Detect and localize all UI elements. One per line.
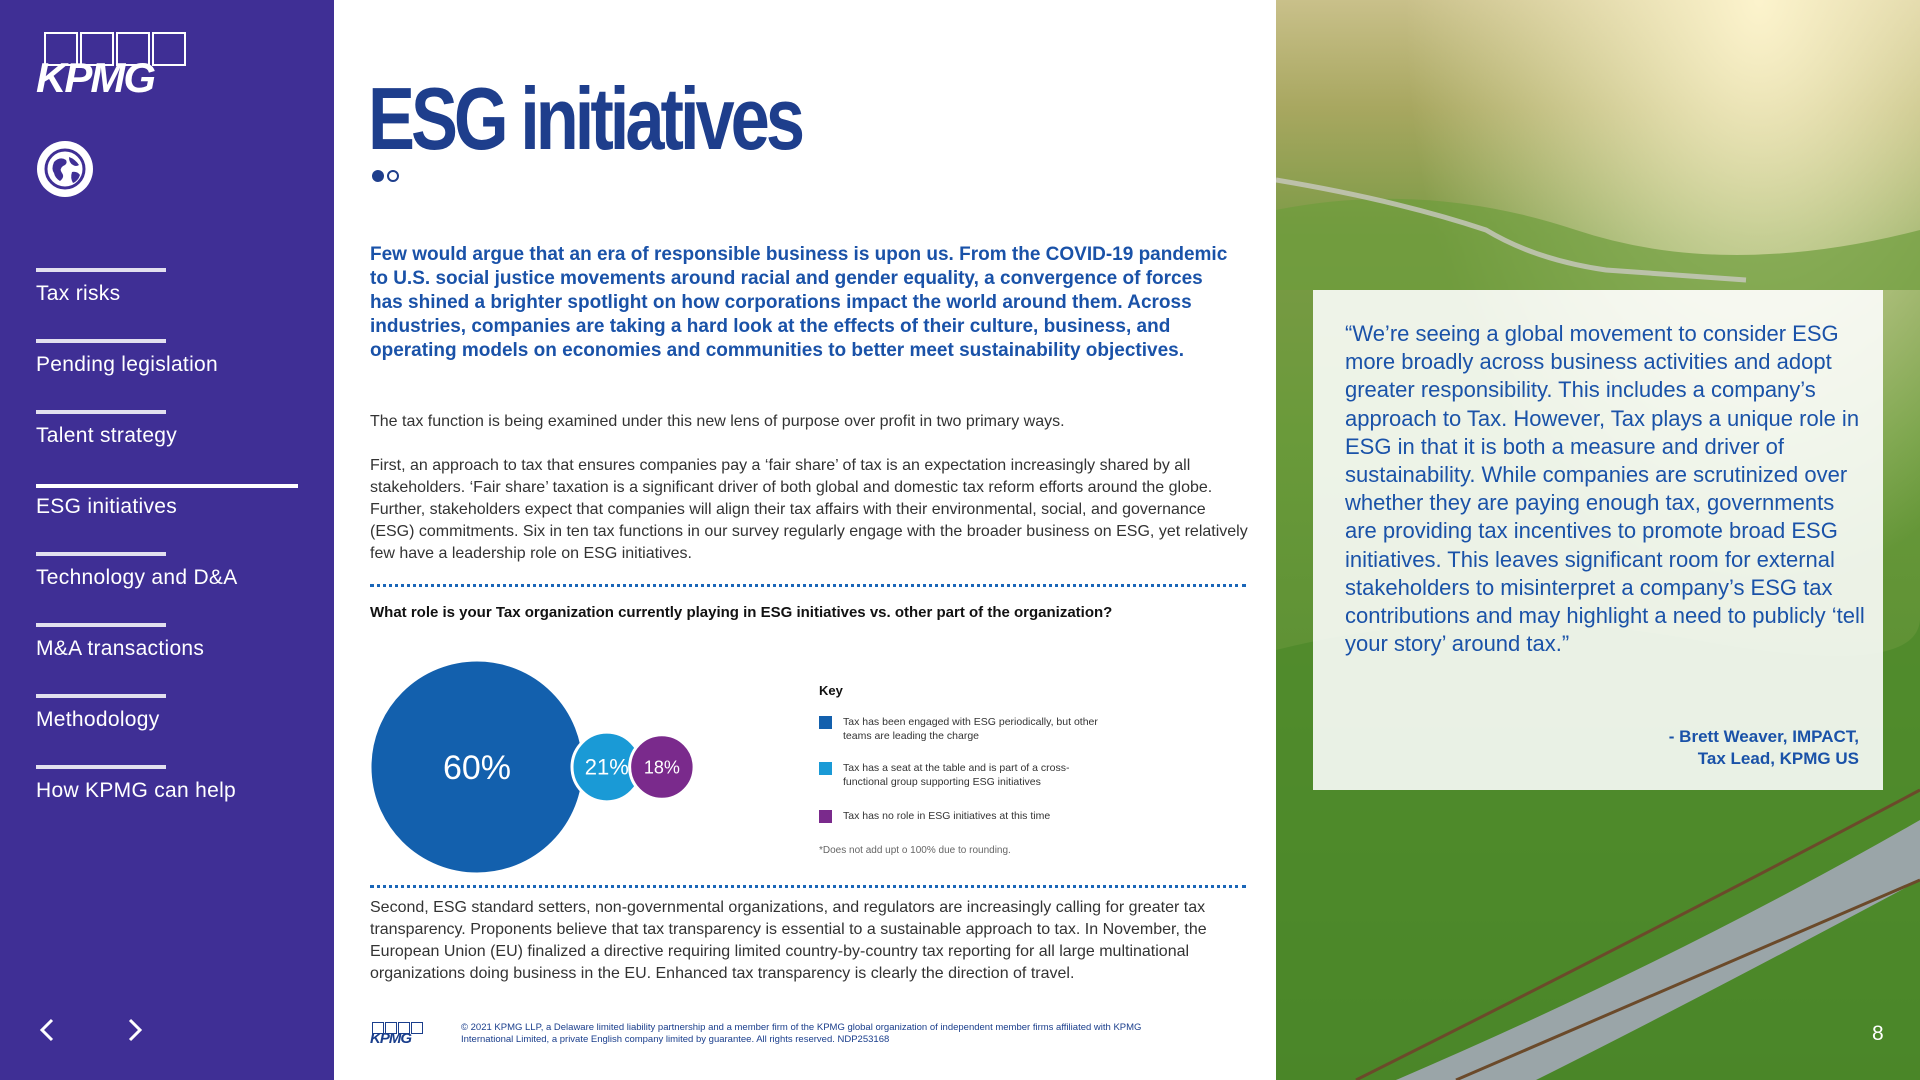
bubble-label-2: 21% [584,754,629,780]
key-title: Key [819,683,843,698]
quote-text: “We’re seeing a global movement to consider ESG more broadly across business activities and adopt greater responsibility. This includes a company’s approach to Tax. However, Tax plays a unique role in ESG in that it is both a measure and driver of sustainability. While companies are scrutinized over whether they are paying enough tax, governments are providing tax incentives to promote broad ESG initiatives. This leaves significant room for external stakeholders to misinterpret a company’s ESG tax contributions and may highlight a need to publicly ‘tell your story’ around tax.” [1345,321,1865,657]
nav-divider [36,339,166,343]
key-label: Tax has a seat at the table and is part of a cross-functional group supporting ESG initiatives [843,762,1070,788]
bubble-label-3: 18% [643,757,680,778]
main-content [334,0,1276,1080]
nav-divider [36,268,166,272]
key-swatch [819,810,832,823]
sidebar-item-label: How KPMG can help [36,779,237,802]
page-navigation [34,1014,144,1046]
body-paragraph-3: Second, ESG standard setters, non-governmental organizations, and regulators are increasingly calling for greater tax transparency. Proponents believe that tax transparency is essential to a sustainable approach to tax. In November, the European Union (EU) finalized a directive requiring limited country-by-country tax reporting for all large multinational organizations doing business in the EU. Enhanced tax transparency is clearly the direction of travel. [370,899,1207,982]
key-label: Tax has no role in ESG initiatives at this time [843,810,1051,822]
chevron-right-icon[interactable] [120,1014,148,1046]
body-paragraph-1: The tax function is being examined under this new lens of purpose over profit in two primary ways. [370,413,1065,430]
sidebar-item-label: Tax risks [36,282,121,305]
sidebar-item-label: Talent strategy [36,424,178,447]
quote-author [1669,726,1859,770]
sidebar-item-label: Technology and D&A [36,566,238,589]
sidebar [0,0,334,1080]
sidebar-item-ma-transactions[interactable] [36,623,298,694]
dotted-divider [370,885,1246,888]
nav-divider [36,410,166,414]
nav-divider [36,765,166,769]
footer [370,1020,1250,1050]
page-title: ESG initiatives [368,69,801,168]
sidebar-item-pending-legislation[interactable] [36,339,298,410]
footer-logo-text: KPMG [370,1030,411,1047]
quote-author-line-1: - Brett Weaver, IMPACT, [1668,727,1859,746]
dotted-divider [370,584,1246,587]
nav-divider [36,623,166,627]
active-item-underline [36,484,298,488]
key-swatch [819,716,832,729]
bubble-label-1: 60% [442,748,512,787]
dot-filled [372,170,384,182]
page-number: 8 [1872,1022,1884,1045]
nav-divider [36,552,166,556]
sidebar-item-label: M&A transactions [36,637,205,660]
sidebar-item-label: ESG initiatives [36,495,178,518]
sidebar-item-how-kpmg-can-help[interactable] [36,765,298,836]
sidebar-item-label: Methodology [36,708,160,731]
dot-outline [387,170,399,182]
sidebar-nav [36,268,298,836]
quote-author-line-2: Tax Lead, KPMG US [1697,749,1859,768]
globe-icon[interactable] [36,140,94,198]
page-indicator-dots [372,170,399,182]
sidebar-item-methodology[interactable] [36,694,298,765]
logo-text: KPMG [36,54,154,101]
nav-divider [36,694,166,698]
sidebar-item-technology[interactable] [36,552,298,623]
footer-kpmg-logo [370,1022,426,1046]
kpmg-logo[interactable] [36,32,184,101]
chart-title: What role is your Tax organization currently playing in ESG initiatives vs. other part of the organization? [370,604,1113,621]
key-swatch [819,762,832,775]
body-paragraph-2: First, an approach to tax that ensures companies pay a ‘fair share’ of tax is an expectation increasingly shared by all stakeholders. ‘Fair share’ taxation is a significant driver of both global and domestic tax reform efforts around the globe. Further, stakeholders expect that companies will align their tax affairs with their environmental, social, and governance (ESG) commitments. Six in ten tax functions in our survey regularly engage with the broader business on ESG, yet relatively few have a leadership role on ESG initiatives. [370,457,1248,562]
copyright-text: © 2021 KPMG LLP, a Delaware limited liability partnership and a member firm of the KPMG global organization of independent member firms affiliated with KPMG International Limited, a private English company limited by guarantee. All rights reserved. NDP253168 [461,1022,1142,1045]
intro-paragraph: Few would argue that an era of responsible business is upon us. From the COVID-19 pandemic to U.S. social justice movements around racial and gender equality, a convergence of forces has shined a brighter spotlight on how corporations impact the world around them. Across industries, companies are taking a hard look at the effects of their culture, business, and operating models on economies and communities to better meet sustainability objectives. [370,244,1228,361]
bubble-chart [370,660,750,874]
chart-footnote: *Does not add upt o 100% due to rounding. [819,845,1011,856]
sidebar-item-label: Pending legislation [36,353,218,376]
sidebar-item-esg-initiatives[interactable] [36,481,298,552]
quote-card [1313,290,1883,790]
chevron-left-icon[interactable] [34,1014,62,1046]
sidebar-item-tax-risks[interactable] [36,268,298,339]
sidebar-item-talent-strategy[interactable] [36,410,298,481]
key-label: Tax has been engaged with ESG periodically, but other teams are leading the charge [843,716,1098,742]
